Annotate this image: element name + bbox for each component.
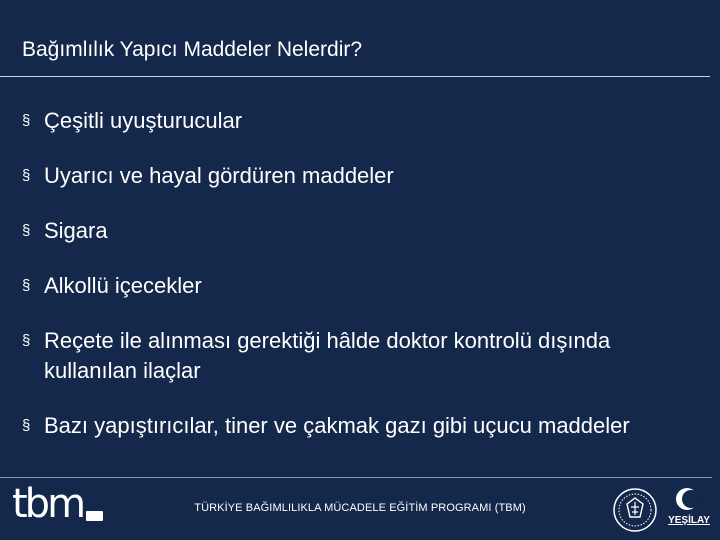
bullet-item	[20, 326, 680, 386]
bullet-text: Uyarıcı ve hayal gördüren maddeler	[44, 163, 394, 188]
bullet-item	[20, 216, 680, 246]
bullet-marker: §	[22, 332, 31, 349]
footer-program-text: TÜRKİYE BAĞIMLILIKLA MÜCADELE EĞİTİM PROGRAMI (TBM)	[194, 502, 526, 514]
bullet-text: Çeşitli uyuşturucular	[44, 108, 243, 133]
bullet-item	[20, 411, 680, 441]
slide-title: Bağımlılık Yapıcı Maddeler Nelerdir?	[22, 38, 363, 61]
title-divider	[0, 76, 710, 77]
bullet-text: Reçete ile alınması gerektiği hâlde doktor kontrolü dışında kullanılan ilaçlar	[44, 328, 611, 383]
bullet-item	[20, 271, 680, 301]
bullet-text: Bazı yapıştırıcılar, tiner ve çakmak gazı gibi uçucu maddeler	[44, 413, 630, 438]
bullet-text: Sigara	[44, 218, 108, 243]
bullet-text: Alkollü içecekler	[44, 273, 202, 298]
footer-divider	[0, 477, 712, 478]
bullet-marker: §	[22, 167, 31, 184]
yesilay-crescent-icon	[666, 485, 712, 535]
tbm-logo-text: tbm	[12, 481, 84, 527]
bullet-marker: §	[22, 112, 31, 129]
bullet-item	[20, 106, 680, 136]
bullet-item	[20, 161, 680, 191]
bullet-marker: §	[22, 222, 31, 239]
bullet-marker: §	[22, 417, 31, 434]
bullet-marker: §	[22, 277, 31, 294]
ministry-seal-icon	[612, 487, 658, 533]
bullet-list	[20, 106, 680, 466]
yesilay-logo-text: YEŞİLAY	[668, 515, 710, 526]
